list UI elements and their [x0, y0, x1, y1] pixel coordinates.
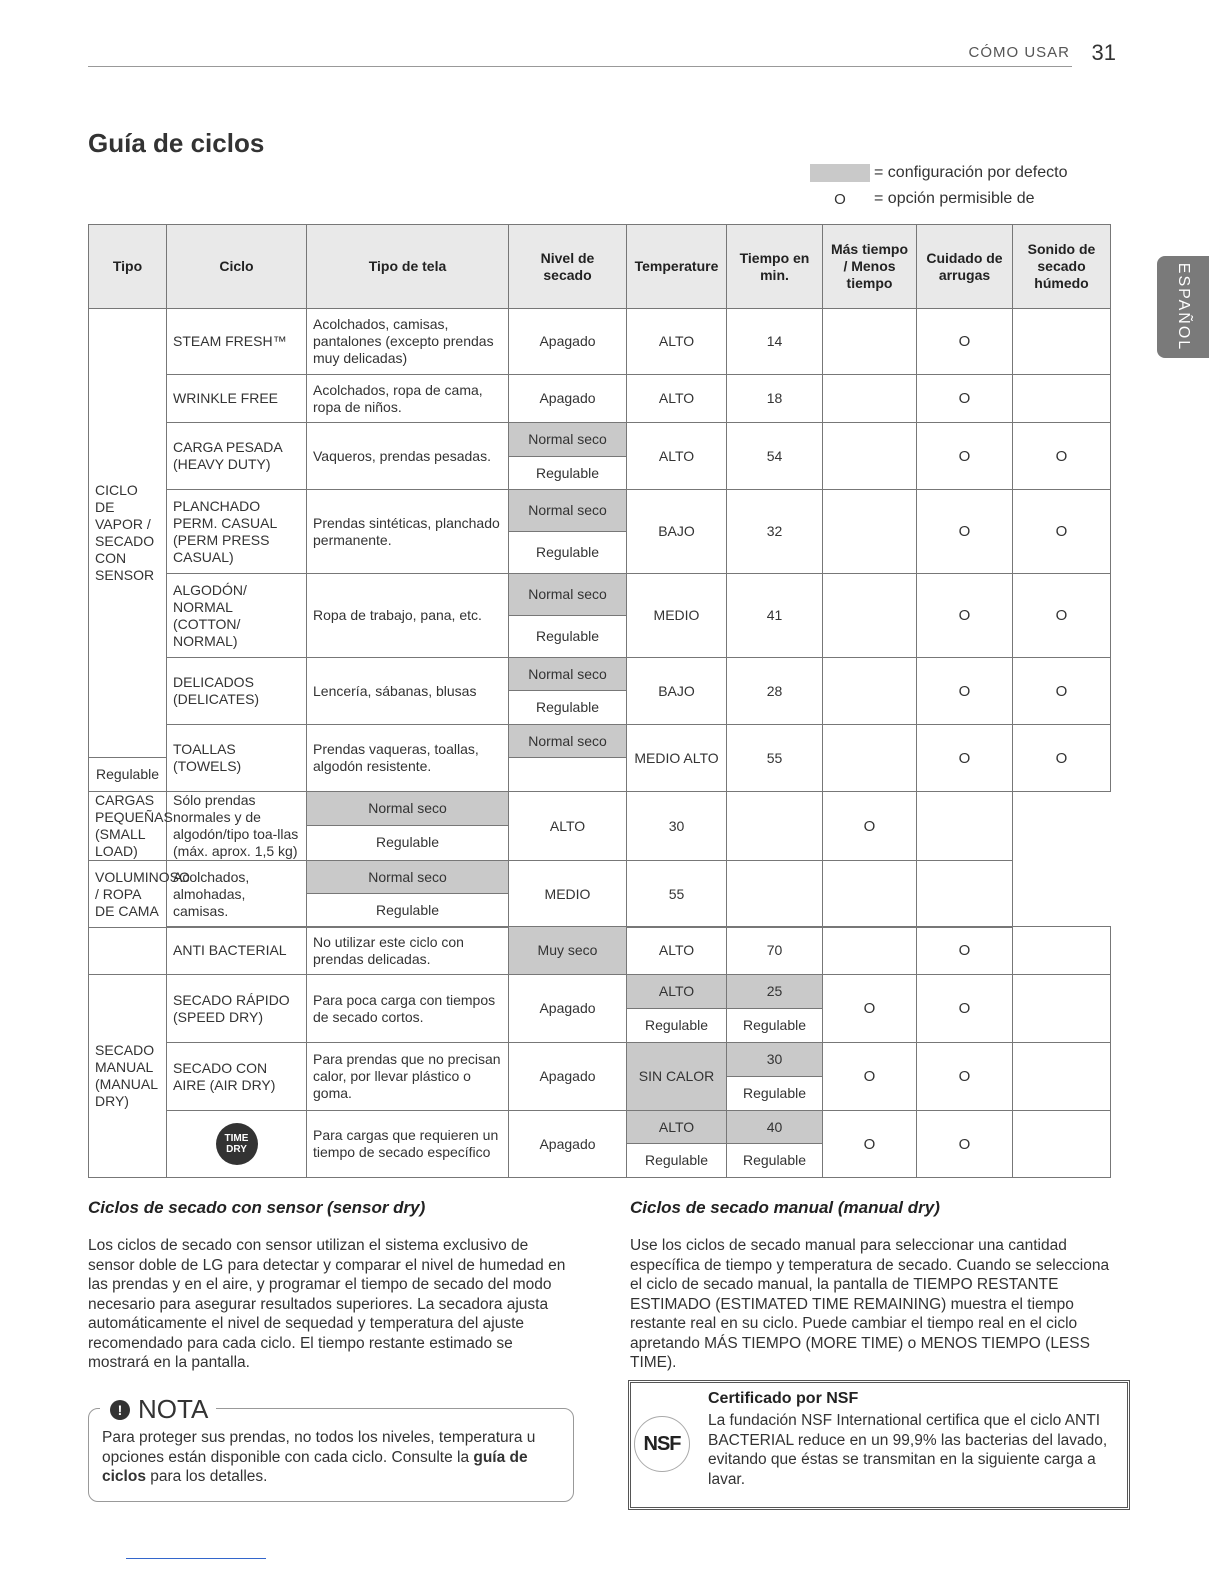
- dry-level-default: Normal seco: [509, 490, 627, 532]
- group-manual: SECADO MANUAL (MANUAL DRY): [89, 975, 167, 1178]
- temperature: ALTO: [627, 423, 727, 490]
- temperature-default: ALTO: [627, 975, 727, 1009]
- wrinkle-care-mark: O: [917, 375, 1013, 423]
- wrinkle-care-mark: O: [917, 658, 1013, 725]
- wrinkle-care-mark: O: [917, 490, 1013, 574]
- more-less-time: [823, 658, 917, 725]
- header-rule: [88, 66, 1072, 67]
- temperature: ALTO: [627, 927, 727, 975]
- dry-level: Apagado: [509, 375, 627, 423]
- note-heading: [100, 1394, 216, 1425]
- damp-dry-signal: [1013, 309, 1111, 375]
- note-text-after: para los detalles.: [145, 1468, 268, 1485]
- dry-level: Apagado: [509, 975, 627, 1043]
- wrinkle-care-mark: O: [917, 309, 1013, 375]
- note-text: [102, 1428, 562, 1487]
- table-row: [89, 658, 1111, 691]
- more-less-time-mark: O: [823, 975, 917, 1043]
- fabric-type: Acolchados, ropa de cama, ropa de niños.: [307, 375, 509, 423]
- time-option: Regulable: [727, 1009, 823, 1043]
- dry-level-default: Normal seco: [509, 725, 627, 758]
- cycle-name: ANTI BACTERIAL: [167, 927, 307, 975]
- fabric-type: Lencería, sábanas, blusas: [307, 658, 509, 725]
- legend-default-text: = configuración por defecto: [874, 164, 1068, 181]
- temperature: BAJO: [627, 490, 727, 574]
- option-circle-icon: O: [834, 190, 846, 208]
- fabric-type: Ropa de trabajo, pana, etc.: [307, 574, 509, 658]
- manual-section-title: Ciclos de secado manual (manual dry): [630, 1198, 940, 1217]
- fabric-type: Acolchados, almohadas, camisas.: [167, 861, 307, 928]
- temperature: ALTO: [627, 309, 727, 375]
- fabric-type: Para cargas que requieren un tiempo de secado específico: [307, 1111, 509, 1178]
- legend: [810, 160, 1067, 212]
- table-row: [89, 725, 1111, 758]
- language-tab-label: ESPAÑOL: [1175, 262, 1192, 352]
- dry-level-option: Regulable: [509, 532, 627, 574]
- dry-level-default: Normal seco: [307, 792, 509, 826]
- dry-level-default: Normal seco: [509, 574, 627, 616]
- more-less-time: [823, 574, 917, 658]
- fabric-type: Sólo prendas normales y de algodón/tipo toa-llas (máx. aprox. 1,5 kg): [167, 792, 307, 861]
- more-less-time: [823, 423, 917, 490]
- temperature-option: Regulable: [627, 1144, 727, 1178]
- cycle-name: PLANCHADO PERM. CASUAL (PERM PRESS CASUAL): [167, 490, 307, 574]
- cycle-name: SECADO RÁPIDO (SPEED DRY): [167, 975, 307, 1043]
- fabric-type: Prendas vaqueras, toallas, algodón resistente.: [307, 725, 509, 792]
- table-row: [89, 927, 1111, 975]
- damp-dry-signal-mark: O: [1013, 423, 1111, 490]
- cycle-name: DELICADOS (DELICATES): [167, 658, 307, 725]
- note-text-bold: guía de ciclos: [102, 1448, 528, 1485]
- damp-dry-signal: [1013, 975, 1111, 1043]
- header-tiempo: Tiempo en min.: [727, 225, 823, 309]
- time-default: 40: [727, 1111, 823, 1144]
- more-less-time: [823, 375, 917, 423]
- time-minutes: 30: [627, 792, 727, 861]
- cycle-name: STEAM FRESH™: [167, 309, 307, 375]
- temperature: BAJO: [627, 658, 727, 725]
- header-section: CÓMO USAR: [968, 44, 1070, 61]
- wrinkle-care-mark: O: [917, 1111, 1013, 1178]
- default-swatch: [810, 164, 870, 182]
- dry-level-option: Regulable: [89, 758, 167, 792]
- table-row: [89, 1043, 1111, 1077]
- fabric-type: No utilizar este ciclo con prendas delicadas.: [307, 927, 509, 975]
- time-minutes: 41: [727, 574, 823, 658]
- time-minutes: 32: [727, 490, 823, 574]
- dry-level-default: Normal seco: [509, 423, 627, 457]
- dry-level: Apagado: [509, 1111, 627, 1178]
- header-cuidado: Cuidado de arrugas: [917, 225, 1013, 309]
- more-less-time: [823, 490, 917, 574]
- damp-dry-signal: [1013, 927, 1111, 975]
- group-sensor: CICLO DE VAPOR / SECADO CON SENSOR: [89, 309, 167, 758]
- cycle-name: ALGODÓN/ NORMAL (COTTON/ NORMAL): [167, 574, 307, 658]
- cycle-guide-table-lower: [88, 926, 1111, 1178]
- time-minutes: 18: [727, 375, 823, 423]
- cycle-name: CARGAS PEQUEÑAS (SMALL LOAD): [89, 792, 167, 861]
- wrinkle-care-mark: O: [917, 725, 1013, 792]
- temperature: MEDIO ALTO: [627, 725, 727, 792]
- nsf-logo: NSF: [634, 1416, 690, 1472]
- legend-default-row: [810, 160, 1067, 186]
- dry-level-option: Regulable: [307, 894, 509, 928]
- damp-dry-signal-mark: O: [1013, 574, 1111, 658]
- page-number: 31: [1091, 40, 1116, 65]
- header-mas-tiempo: Más tiempo / Menos tiempo: [823, 225, 917, 309]
- cycle-icon-cell: [167, 1111, 307, 1178]
- footer-rule: [126, 1558, 266, 1559]
- damp-dry-signal-mark: O: [1013, 658, 1111, 725]
- cycle-name: VOLUMINOSO / ROPA DE CAMA: [89, 861, 167, 928]
- more-less-time: [823, 927, 917, 975]
- dry-level-option: Regulable: [509, 457, 627, 490]
- wrinkle-care-mark: O: [917, 975, 1013, 1043]
- more-less-time: [727, 861, 823, 928]
- table-row: [89, 861, 1111, 894]
- dry-level-option: Regulable: [509, 616, 627, 658]
- more-less-time-mark: O: [823, 1111, 917, 1178]
- time-minutes: 55: [627, 861, 727, 928]
- dry-level: Apagado: [509, 309, 627, 375]
- fabric-type: Prendas sintéticas, planchado permanente.: [307, 490, 509, 574]
- wrinkle-care-mark: O: [917, 423, 1013, 490]
- time-default: 25: [727, 975, 823, 1009]
- table-row: [89, 490, 1111, 532]
- group-sensor-cont: [89, 927, 167, 975]
- fabric-type: Vaqueros, prendas pesadas.: [307, 423, 509, 490]
- legend-option-row: [810, 186, 1067, 212]
- fabric-type: Para poca carga con tiempos de secado cortos.: [307, 975, 509, 1043]
- damp-dry-signal: [1013, 375, 1111, 423]
- nsf-title: Certificado por NSF: [708, 1390, 859, 1407]
- more-less-time: [823, 725, 917, 792]
- warning-icon: !: [110, 1400, 130, 1420]
- time-minutes: 54: [727, 423, 823, 490]
- cycle-name: WRINKLE FREE: [167, 375, 307, 423]
- nsf-text: La fundación NSF International certifica que el ciclo ANTI BACTERIAL reduce en un 99,9% las bacterias del lavado, evitando que éstas se transmitan en la siguiente carga a lavar.: [708, 1412, 1108, 1488]
- note-heading-label: NOTA: [138, 1394, 209, 1424]
- header-tipo: Tipo: [89, 225, 167, 309]
- table-row: [89, 975, 1111, 1009]
- table-row: [89, 1111, 1111, 1144]
- temperature-default: ALTO: [627, 1111, 727, 1144]
- damp-dry-signal: [1013, 1111, 1111, 1178]
- time-option: Regulable: [727, 1077, 823, 1111]
- legend-option-text: = opción permisible de: [874, 190, 1035, 207]
- wrinkle-care-mark: O: [917, 1043, 1013, 1111]
- cycle-guide-table: [88, 224, 1111, 928]
- time-minutes: 55: [727, 725, 823, 792]
- sensor-section-title: Ciclos de secado con sensor (sensor dry): [88, 1198, 426, 1217]
- cycle-name: CARGA PESADA (HEAVY DUTY): [167, 423, 307, 490]
- header-sonido: Sonido de secado húmedo: [1013, 225, 1111, 309]
- time-option: Regulable: [727, 1144, 823, 1178]
- table-row: [89, 423, 1111, 457]
- temperature: ALTO: [627, 375, 727, 423]
- damp-dry-signal: [917, 861, 1013, 928]
- damp-dry-signal-mark: O: [1013, 490, 1111, 574]
- time-minutes: 14: [727, 309, 823, 375]
- header-ciclo: Ciclo: [167, 225, 307, 309]
- temperature: ALTO: [509, 792, 627, 861]
- page-title: Guía de ciclos: [88, 128, 265, 158]
- table-header-row: [89, 225, 1111, 309]
- dry-level: Apagado: [509, 1043, 627, 1111]
- table-row: [89, 375, 1111, 423]
- wrinkle-care-mark: O: [917, 927, 1013, 975]
- table-row: [89, 309, 1111, 375]
- cycle-name: SECADO CON AIRE (AIR DRY): [167, 1043, 307, 1111]
- wrinkle-care-mark: O: [917, 574, 1013, 658]
- time-minutes: 28: [727, 658, 823, 725]
- dry-level-option: Regulable: [509, 691, 627, 725]
- dry-level-default: Normal seco: [307, 861, 509, 894]
- note-text-before: Para proteger sus prendas, no todos los niveles, temperatura u opciones están disponible con cada ciclo. Consulte la: [102, 1429, 536, 1466]
- header-tela: Tipo de tela: [307, 225, 509, 309]
- dry-level-default: Muy seco: [509, 927, 627, 975]
- temperature: MEDIO: [509, 861, 627, 928]
- temperature: MEDIO: [627, 574, 727, 658]
- damp-dry-signal: [1013, 1043, 1111, 1111]
- fabric-type: Acolchados, camisas, pantalones (excepto prendas muy delicadas): [307, 309, 509, 375]
- more-less-time: [727, 792, 823, 861]
- temperature-default: SIN CALOR: [627, 1043, 727, 1111]
- dry-level-option: Regulable: [307, 825, 509, 860]
- header-nivel: Nivel de secado: [509, 225, 627, 309]
- damp-dry-signal: [917, 792, 1013, 861]
- more-less-time-mark: O: [823, 1043, 917, 1111]
- wrinkle-care: [823, 861, 917, 928]
- language-tab: [1157, 256, 1209, 358]
- table-row: [89, 574, 1111, 616]
- fabric-type: Para prendas que no precisan calor, por llevar plástico o goma.: [307, 1043, 509, 1111]
- time-default: 30: [727, 1043, 823, 1077]
- time-dry-icon: TIME DRY: [216, 1123, 258, 1165]
- more-less-time: [823, 309, 917, 375]
- header-temperature: Temperature: [627, 225, 727, 309]
- dry-level-default: Normal seco: [509, 658, 627, 691]
- damp-dry-signal-mark: O: [1013, 725, 1111, 792]
- cycle-name: TOALLAS (TOWELS): [167, 725, 307, 792]
- table-row: [89, 792, 1111, 826]
- wrinkle-care-mark: O: [823, 792, 917, 861]
- manual-section-body: Use los ciclos de secado manual para seleccionar una cantidad específica de tiempo y temperatura de secado. Cuando se selecciona el ciclo de secado manual, la pantalla de TIEMPO RESTANTE ESTIMADO (ESTIMATED TIME REMAINING) muestra el tiempo restante real en su ciclo. Puede cambiar el tiempo real en el ciclo apretando MÁS TIEMPO (MORE TIME) o MENOS TIEMPO (LESS TIME).: [630, 1237, 1110, 1371]
- time-minutes: 70: [727, 927, 823, 975]
- temperature-option: Regulable: [627, 1009, 727, 1043]
- sensor-section-body: Los ciclos de secado con sensor utilizan el sistema exclusivo de sensor doble de LG para detectar y comparar el nivel de humedad en las prendas y en el aire, y programar el tiempo de secado del modo necesario para asegurar resultados superiores. La secadora ajusta automáticamente el nivel de sequedad y temperatura del ajuste recomendado para cada ciclo. El tiempo restante estimado se mostrará en la pantalla.: [88, 1237, 566, 1371]
